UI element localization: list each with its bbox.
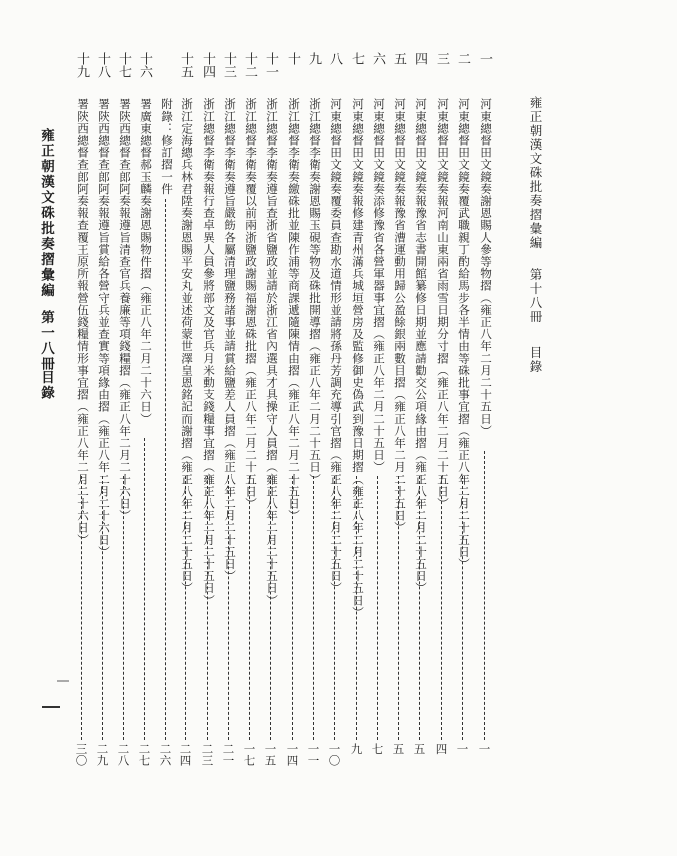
entry-number: 十七 [116,52,131,78]
entry-title[interactable]: 河東總督田文鏡奏報河南山東兩省雨雪日期分寸摺（雍正八年二月二十五日） [436,98,450,510]
entry-number: 六 [370,52,385,65]
entry-title[interactable]: 署陝西總督查郎阿奏報查覆王原所報營伍錢糧情形事宜摺（雍正八年二月二十六日） [76,98,90,546]
entry-title[interactable]: 河東總督田文鏡奏謝恩賜人參等物摺（雍正八年二月二十五日） [479,98,493,437]
dot-leader [207,476,208,740]
entry-title[interactable]: 浙江總督李衛奏謝恩賜玉硯等物及硃批開導摺（雍正八年二月二十五日） [308,98,322,486]
entry-title[interactable]: 浙江總督李衛奏報行查卓異人員參將部文及官兵月米動支錢糧事宜摺（雍正八年二月二十五日） [202,98,216,607]
dot-leader [377,476,378,740]
dot-leader [249,476,250,740]
entry-page: 二八 [116,743,131,766]
entry-page: 二一 [221,743,236,766]
entry-number: 十五 [178,52,193,78]
dot-leader [441,476,442,740]
entry-number: 十四 [200,52,215,78]
entry-number: 十九 [74,52,89,78]
dot-leader [165,199,166,740]
entry-title[interactable]: 浙江總督李衛奏遵旨嚴飭各屬清理鹽務諸事並請賞給鹽差人員摺（雍正八年二月二十五日） [223,98,237,582]
entry-number: 十六 [137,52,152,78]
dot-leader [398,476,399,740]
entry-number: 二 [455,52,470,65]
dot-leader [462,476,463,740]
entry-page: 一一 [306,743,321,766]
entry-page: 一 [455,743,470,755]
entry-page: 二三 [200,743,215,766]
dot-leader [102,476,103,740]
entry-page: 三〇 [74,743,89,766]
entry-title[interactable]: 浙江總督李衛奏遵旨查浙省鹽政並請於浙江省內選具才具操守人員摺（雍正八年二月二十五日） [265,98,279,607]
entry-title[interactable]: 河東總督田文鏡奏報修建青州滿兵城垣營房及監修御史偽武到豫日期摺（雍正八年二月二十五日） [351,98,365,619]
header-title: 雍正朝漢文硃批奏摺彙編第十八冊目錄 [528,96,543,374]
dot-leader [292,476,293,740]
entry-number: 五 [391,52,406,65]
entry-page: 二七 [137,743,152,766]
dot-leader [313,476,314,740]
entry-title[interactable]: 署廣東總督郝玉麟奏謝恩賜物件摺（雍正八年二月二十六日） [139,98,153,425]
entry-page: 二九 [95,743,110,766]
entry-number: 九 [306,52,321,65]
entry-page: 一七 [242,743,257,766]
entry-number: 十一 [263,52,278,78]
dot-leader [81,476,82,740]
header-volume: 第十八冊 [528,268,543,324]
entry-title[interactable]: 河東總督田文鏡奏覆武職親丁酌給馬步各半情由等硃批事宜摺（雍正八年二月二十五日） [457,98,471,570]
entry-page: 一四 [285,743,300,766]
dot-leader [228,476,229,740]
page-number [42,706,60,708]
entry-title[interactable]: 浙江定海總兵林君陞奏謝恩賜平安丸並述荷蒙世澤皇恩銘記而謝摺（雍正八年二月二十五日） [180,98,194,595]
entry-number: 七 [349,52,364,65]
entry-number: 八 [327,52,342,65]
entry-title[interactable]: 河東總督田文鏡奏報豫省漕運動用歸公盈餘銀兩數目摺（雍正八年二月二十五日） [393,98,407,534]
dot-leader [270,476,271,740]
entry-title[interactable]: 署陝西總督查郎阿奏報遵旨賞給各營守兵並查實等項緣由摺（雍正八年二月二十六日） [97,98,111,558]
entry-title[interactable]: 署陝西總督查郎阿奏報遵旨清查官兵養廉等項錢糧摺（雍正八年二月二十六日） [118,98,132,522]
entry-page: 一 [477,743,492,755]
entry-title[interactable]: 河東總督田文鏡奏添修豫省各營軍器事宜摺（雍正八年二月二十五日） [372,98,386,474]
entry-page: 一〇 [327,743,342,766]
dot-leader [123,476,124,740]
dot-leader [356,476,357,740]
entry-title[interactable]: 浙江總督李衛奏繳硃批並陳作浦等商課遞隨陳情由摺（雍正八年二月二十五日） [287,98,301,522]
entry-title[interactable]: 河東總督田文鏡奏報豫省志書開館纂修日期並應請勸交公項緣由摺（雍正八年二月二十五日） [414,98,428,595]
entry-page: 四 [434,743,449,755]
dot-leader [334,476,335,740]
entry-number: 十三 [221,52,236,78]
entry-page: 九 [349,743,364,755]
spine-title: 雍正朝漢文硃批奏摺彙編 [38,128,54,299]
entry-page: 五 [391,743,406,755]
entry-number: 三 [434,52,449,65]
entry-number: 十二 [242,52,257,78]
entry-number: 四 [412,52,427,65]
entry-number: 十八 [95,52,110,78]
entry-page: 一五 [263,743,278,766]
spine-volume: 第一八冊 [38,310,54,372]
entry-number: 十 [285,52,300,65]
header-section: 目錄 [528,346,543,374]
dot-leader [185,476,186,740]
colophon-mark [57,680,69,682]
entry-number: 一 [477,52,492,65]
entry-page: 五 [412,743,427,755]
entry-page: 二六 [158,743,173,766]
dot-leader [484,451,485,740]
entry-title[interactable]: 河東總督田文鏡奏覆委員查勘水道情形並請將孫丹芳調充導引官摺（雍正八年二月二十五日） [329,98,343,595]
dot-leader [419,476,420,740]
entry-title[interactable]: 附錄：修訂摺一件 [160,98,174,195]
entry-page: 七 [370,743,385,755]
spine-section: 目錄 [38,370,54,401]
entry-title[interactable]: 浙江總督李衛奏覆以前兩浙鹽政謝賜福謝恩硃批摺（雍正八年二月二十五日） [244,98,258,510]
dot-leader [144,438,145,740]
entry-page: 二四 [178,743,193,766]
